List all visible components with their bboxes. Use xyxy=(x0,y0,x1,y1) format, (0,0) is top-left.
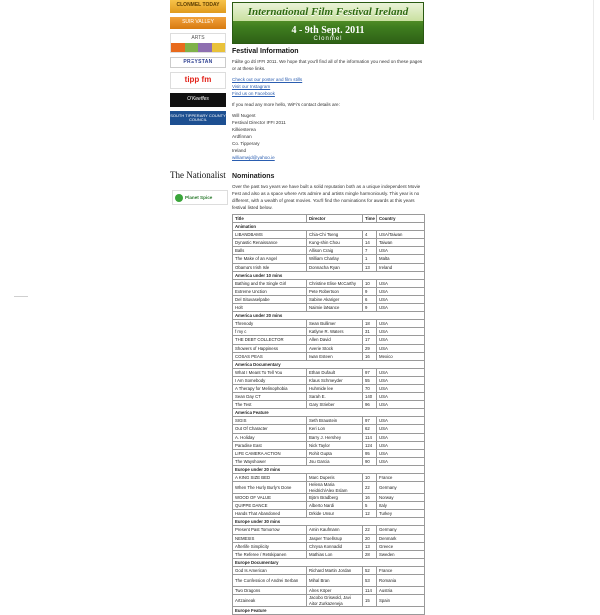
festival-banner xyxy=(232,2,424,44)
film-time: 55 xyxy=(363,376,377,384)
film-country: Turkey xyxy=(377,510,425,518)
film-country: USA xyxy=(377,384,425,392)
film-time: 62 xyxy=(363,425,377,433)
sponsor-column xyxy=(170,0,228,129)
festival-information-section xyxy=(232,48,424,166)
category-label: America Documentary xyxy=(233,360,425,368)
film-title: The Wayshower xyxy=(233,457,307,465)
film-time: 114 xyxy=(363,587,377,595)
film-director: Chia-Chi Tseng xyxy=(307,231,363,239)
film-country: Ireland xyxy=(377,263,425,271)
table-row xyxy=(233,510,425,518)
film-title: Dynastic Renaissance xyxy=(233,239,307,247)
category-row xyxy=(233,409,425,417)
film-time: 31 xyxy=(363,328,377,336)
film-time: 14 xyxy=(363,239,377,247)
film-title: A. Holiday xyxy=(233,433,307,441)
page-edge-mark-right xyxy=(593,0,594,120)
sponsor-logo-okeeffes[interactable]: O'Keeffes xyxy=(170,93,226,107)
film-country: Taiwan xyxy=(377,239,425,247)
sponsor-logo-planet-spice[interactable] xyxy=(172,190,228,205)
banner-dates: 4 - 9th Sept. 2011 xyxy=(291,25,365,36)
film-director: Huhmide lee xyxy=(307,384,363,392)
film-title: WOOD OF VALUE xyxy=(233,494,307,502)
table-row xyxy=(233,502,425,510)
film-country: Mexico xyxy=(377,352,425,360)
film-time: 15 xyxy=(363,595,377,607)
film-director: Marc Duperis xyxy=(307,474,363,482)
film-country: USA xyxy=(377,328,425,336)
film-country: USA xyxy=(377,417,425,425)
sponsor-logo-suir-valley[interactable]: SUIR VALLEY xyxy=(170,17,226,29)
film-director: Mathias Lon xyxy=(307,550,363,558)
film-time: 52 xyxy=(363,566,377,574)
nominations-table xyxy=(232,214,425,615)
film-title: The Confession of Andrei Serban xyxy=(233,575,307,587)
category-label: America Feature xyxy=(233,409,425,417)
table-row xyxy=(233,401,425,409)
film-director: Iwan Esteen xyxy=(307,352,363,360)
table-row xyxy=(233,336,425,344)
film-director: Pete Robertson xyxy=(307,287,363,295)
film-director: Sean Bullimer xyxy=(307,320,363,328)
film-director: Sarah E. xyxy=(307,393,363,401)
film-director: Keri Lon xyxy=(307,425,363,433)
film-time: 9 xyxy=(363,287,377,295)
sponsor-logo-tippfm[interactable]: tipp fm xyxy=(170,72,226,89)
table-row xyxy=(233,575,425,587)
film-time: 28 xyxy=(363,550,377,558)
column-header-director: Director xyxy=(307,215,363,223)
table-row xyxy=(233,376,425,384)
film-director: Björn Bradberg xyxy=(307,494,363,502)
category-row xyxy=(233,271,425,279)
sponsor-logo-south-tipperary-council[interactable]: SOUTH TIPPERARY COUNTY COUNCIL xyxy=(170,111,226,125)
film-title: QUIPPE DANCE xyxy=(233,502,307,510)
film-country: France xyxy=(377,474,425,482)
film-time: 20 xyxy=(363,534,377,542)
film-country: USA xyxy=(377,393,425,401)
film-director: Christine Elise McCarthy xyxy=(307,279,363,287)
table-row xyxy=(233,287,425,295)
film-country: Norway xyxy=(377,494,425,502)
film-country: USA xyxy=(377,401,425,409)
film-director: Nick Taylor xyxy=(307,441,363,449)
film-director: Amin Kaufmann xyxy=(307,526,363,534)
film-country: USA xyxy=(377,457,425,465)
film-title: SIGIS xyxy=(233,417,307,425)
table-row xyxy=(233,433,425,441)
film-title: Holt xyxy=(233,304,307,312)
sponsor-arts-swatches xyxy=(171,43,225,52)
film-director: William Charlay xyxy=(307,255,363,263)
nominations-table-body xyxy=(233,223,425,615)
film-time: 22 xyxy=(363,482,377,494)
sponsor-arts-label: ARTS xyxy=(191,35,205,41)
contact-town: Ardfinnan xyxy=(232,134,252,140)
film-time: 7 xyxy=(363,247,377,255)
table-row xyxy=(233,425,425,433)
film-country: USA xyxy=(377,344,425,352)
film-country: USA/Taiwan xyxy=(377,231,425,239)
film-director: Helena Maria Heidrich/Alex Eslam xyxy=(307,482,363,494)
film-time: 97 xyxy=(363,417,377,425)
film-country: USA xyxy=(377,449,425,457)
film-title: Sean Day CT xyxy=(233,393,307,401)
film-country: Spain xyxy=(377,595,425,607)
category-row xyxy=(233,607,425,615)
category-label: Europe Documentary xyxy=(233,558,425,566)
film-time: 124 xyxy=(363,441,377,449)
film-time: 96 xyxy=(363,401,377,409)
film-time: 53 xyxy=(363,575,377,587)
contact-name: Will Nugent xyxy=(232,113,256,119)
film-time: 16 xyxy=(363,352,377,360)
film-title: Bathing and the Single Girl xyxy=(233,279,307,287)
table-row xyxy=(233,231,425,239)
banner-place: Clonmel xyxy=(313,36,343,42)
film-title: Present Past Tomorrow xyxy=(233,526,307,534)
film-country: Malta xyxy=(377,255,425,263)
film-director: Allen David xyxy=(307,336,363,344)
film-director: Chrysa Konnadid xyxy=(307,542,363,550)
film-director: Klaus Schmeyder xyxy=(307,376,363,384)
table-row xyxy=(233,263,425,271)
table-row xyxy=(233,352,425,360)
contact-street: Kilkiesterea xyxy=(232,127,256,133)
film-time: 1 xyxy=(363,255,377,263)
film-country: Romania xyxy=(377,575,425,587)
film-title: COSAS PEAS xyxy=(233,352,307,360)
contact-county: Co. Tipperary xyxy=(232,140,260,146)
film-title: Hands That Abandoned xyxy=(233,510,307,518)
film-director: Kung-shin Chou xyxy=(307,239,363,247)
category-label: Europe Feature xyxy=(233,607,425,615)
table-row xyxy=(233,534,425,542)
film-time: 4 xyxy=(363,231,377,239)
table-row xyxy=(233,368,425,376)
table-row xyxy=(233,595,425,607)
film-time: 13 xyxy=(363,263,377,271)
film-time: 5 xyxy=(363,502,377,510)
film-country: USA xyxy=(377,425,425,433)
table-row xyxy=(233,482,425,494)
festival-information-heading: Festival Information xyxy=(232,48,299,55)
film-title: Threnody xyxy=(233,320,307,328)
film-director: Alres Köper xyxy=(307,587,363,595)
film-title: Two Dragons xyxy=(233,587,307,595)
film-country: France xyxy=(377,566,425,574)
film-title: A Therapy for Melinophobia xyxy=(233,384,307,392)
film-time: 10 xyxy=(363,279,377,287)
film-country: USA xyxy=(377,287,425,295)
festival-links xyxy=(232,77,424,98)
category-row xyxy=(233,465,425,473)
table-row xyxy=(233,441,425,449)
table-row xyxy=(233,239,425,247)
film-director: Ethan Dufault xyxy=(307,368,363,376)
category-label: Animation xyxy=(233,223,425,231)
film-time: 17 xyxy=(363,336,377,344)
contact-role: Festival Director IFFI 2011 xyxy=(232,120,286,126)
film-time: 10 xyxy=(363,474,377,482)
film-time: 29 xyxy=(363,344,377,352)
film-country: USA xyxy=(377,336,425,344)
film-country: USA xyxy=(377,376,425,384)
film-title: Out Of Character xyxy=(233,425,307,433)
link-poster-stills[interactable]: Check out our poster and film stills xyxy=(232,76,303,82)
film-country: Germany xyxy=(377,482,425,494)
film-title: THE DEBT COLLECTOR xyxy=(233,336,307,344)
film-director: Donnacha Ryan xyxy=(307,263,363,271)
film-title: The Make of an Angel xyxy=(233,255,307,263)
table-row xyxy=(233,587,425,595)
film-director: Averie Stock xyxy=(307,344,363,352)
category-row xyxy=(233,312,425,320)
film-title: What I Meant To Tell You xyxy=(233,368,307,376)
column-header-title: Title xyxy=(233,215,307,223)
film-country: Greece xyxy=(377,542,425,550)
film-director: Jasper Troellsrup xyxy=(307,534,363,542)
film-country: Austria xyxy=(377,587,425,595)
film-title: A KING SIZE BED xyxy=(233,474,307,482)
film-time: 12 xyxy=(363,510,377,518)
column-header-time: Time xyxy=(363,215,377,223)
table-row xyxy=(233,494,425,502)
film-time: 22 xyxy=(363,526,377,534)
film-title: Del Situvaselpabe xyxy=(233,295,307,303)
film-time: 18 xyxy=(363,320,377,328)
contact-email-link[interactable]: williamwjd@yahoo.ie xyxy=(232,154,275,160)
table-row xyxy=(233,320,425,328)
film-country: Germany xyxy=(377,526,425,534)
film-country: USA xyxy=(377,441,425,449)
sponsor-logo-arts-centre[interactable] xyxy=(170,33,226,53)
category-row xyxy=(233,360,425,368)
film-country: Denmark xyxy=(377,534,425,542)
film-director: Jsu Garcia xyxy=(307,457,363,465)
film-country: USA xyxy=(377,295,425,303)
table-row xyxy=(233,393,425,401)
table-row xyxy=(233,344,425,352)
table-header-row xyxy=(233,215,425,223)
planet-spice-label: Planet Spice xyxy=(185,195,213,200)
column-header-country: Country xyxy=(377,215,425,223)
contact-block xyxy=(232,113,424,161)
film-director: Alberto Nardi xyxy=(307,502,363,510)
table-row xyxy=(233,328,425,336)
film-title: NEMESIS xyxy=(233,534,307,542)
film-time: 140 xyxy=(363,393,377,401)
film-director: Richard Martin Jordan xyxy=(307,566,363,574)
banner-title: International Film Festival Ireland xyxy=(247,6,409,18)
film-time: 114 xyxy=(363,433,377,441)
film-country: USA xyxy=(377,279,425,287)
page-edge-mark-left xyxy=(14,296,28,297)
table-row xyxy=(233,449,425,457)
category-label: America under 10 mins xyxy=(233,271,425,279)
table-row xyxy=(233,255,425,263)
category-row xyxy=(233,518,425,526)
festival-information-intro: Fáilte go dtí IFFI 2011. We hope that you'll find all of the information you need on these pages or at these links. xyxy=(232,59,423,71)
table-row xyxy=(233,526,425,534)
table-row xyxy=(233,384,425,392)
table-row xyxy=(233,279,425,287)
category-label: Europe under 30 mins xyxy=(233,518,425,526)
table-row xyxy=(233,474,425,482)
film-director: Naimie laNance xyxy=(307,304,363,312)
film-director: Sabine Akariger xyxy=(307,295,363,303)
film-director: Katlyne R. Waters xyxy=(307,328,363,336)
nominations-heading: Nominations xyxy=(232,173,275,180)
sponsor-logo-clonmel-today[interactable]: CLONMEL TODAY xyxy=(170,0,226,13)
film-title: Artzaineak xyxy=(233,595,307,607)
film-director: Barry J. Hershey xyxy=(307,433,363,441)
film-title: God Is American xyxy=(233,566,307,574)
contact-lead-in: If you read any more hello, WiFi's contact details are: xyxy=(232,102,340,108)
film-title: LIBANDBAMS xyxy=(233,231,307,239)
film-country: USA xyxy=(377,304,425,312)
film-director: Jacobo Griswold, Javi Aitor Zurkazeneja xyxy=(307,595,363,607)
globe-icon xyxy=(175,194,183,202)
film-time: 95 xyxy=(363,449,377,457)
film-country: USA xyxy=(377,433,425,441)
film-title: The Test xyxy=(233,401,307,409)
sponsor-logo-presteyan[interactable]: PRΞYSTAN xyxy=(170,57,226,68)
film-time: 9 xyxy=(363,304,377,312)
nationalist-heading: The Nationalist xyxy=(170,170,226,180)
film-title: Showers of Happiness xyxy=(233,344,307,352)
table-row xyxy=(233,304,425,312)
film-director: Mihal Bran xyxy=(307,575,363,587)
contact-country: Ireland xyxy=(232,147,247,153)
table-row xyxy=(233,566,425,574)
film-title: Balls xyxy=(233,247,307,255)
table-row xyxy=(233,542,425,550)
table-row xyxy=(233,247,425,255)
category-row xyxy=(233,558,425,566)
film-title: When The Hurly Burly's Done xyxy=(233,482,307,494)
film-time: 6 xyxy=(363,295,377,303)
link-facebook[interactable]: Find us on Facebook xyxy=(232,90,275,96)
film-time: 97 xyxy=(363,368,377,376)
film-country: USA xyxy=(377,368,425,376)
film-time: 70 xyxy=(363,384,377,392)
film-director: Rohit Gupta xyxy=(307,449,363,457)
table-row xyxy=(233,417,425,425)
category-row xyxy=(233,223,425,231)
film-country: USA xyxy=(377,247,425,255)
table-row xyxy=(233,295,425,303)
film-director: Seth Braustein xyxy=(307,417,363,425)
nominations-intro: Over the past two years we have built a solid reputation both as a unique independent Movie Fest and also as a space where Arts admire and artists mingle harmoniously. This year is no different, with a wealth of great movies. You'll find the nominations for awards at this years festival listed below. xyxy=(232,184,421,210)
table-row xyxy=(233,550,425,558)
category-label: America under 20 mins xyxy=(233,312,425,320)
film-country: USA xyxy=(377,320,425,328)
link-instagram[interactable]: Visit our Instagram xyxy=(232,83,271,89)
film-title: I Am Somebody xyxy=(233,376,307,384)
film-director: Allison Craig xyxy=(307,247,363,255)
category-label: Europe under 20 mins xyxy=(233,465,425,473)
film-title: Extreme Unction xyxy=(233,287,307,295)
film-title: The Referee / Retskipanen xyxy=(233,550,307,558)
film-director: Gary Strieber xyxy=(307,401,363,409)
film-title: Obama's Irish Isle xyxy=(233,263,307,271)
film-time: 13 xyxy=(363,542,377,550)
film-director: Drkide Unsur xyxy=(307,510,363,518)
film-title: Afterlife Simplicity xyxy=(233,542,307,550)
film-time: 16 xyxy=(363,494,377,502)
film-title: Paradise East xyxy=(233,441,307,449)
film-country: Italy xyxy=(377,502,425,510)
film-time: 90 xyxy=(363,457,377,465)
table-row xyxy=(233,457,425,465)
film-country: Sweden xyxy=(377,550,425,558)
film-title: f my c xyxy=(233,328,307,336)
film-title: LIFE CAMERA ACTION xyxy=(233,449,307,457)
